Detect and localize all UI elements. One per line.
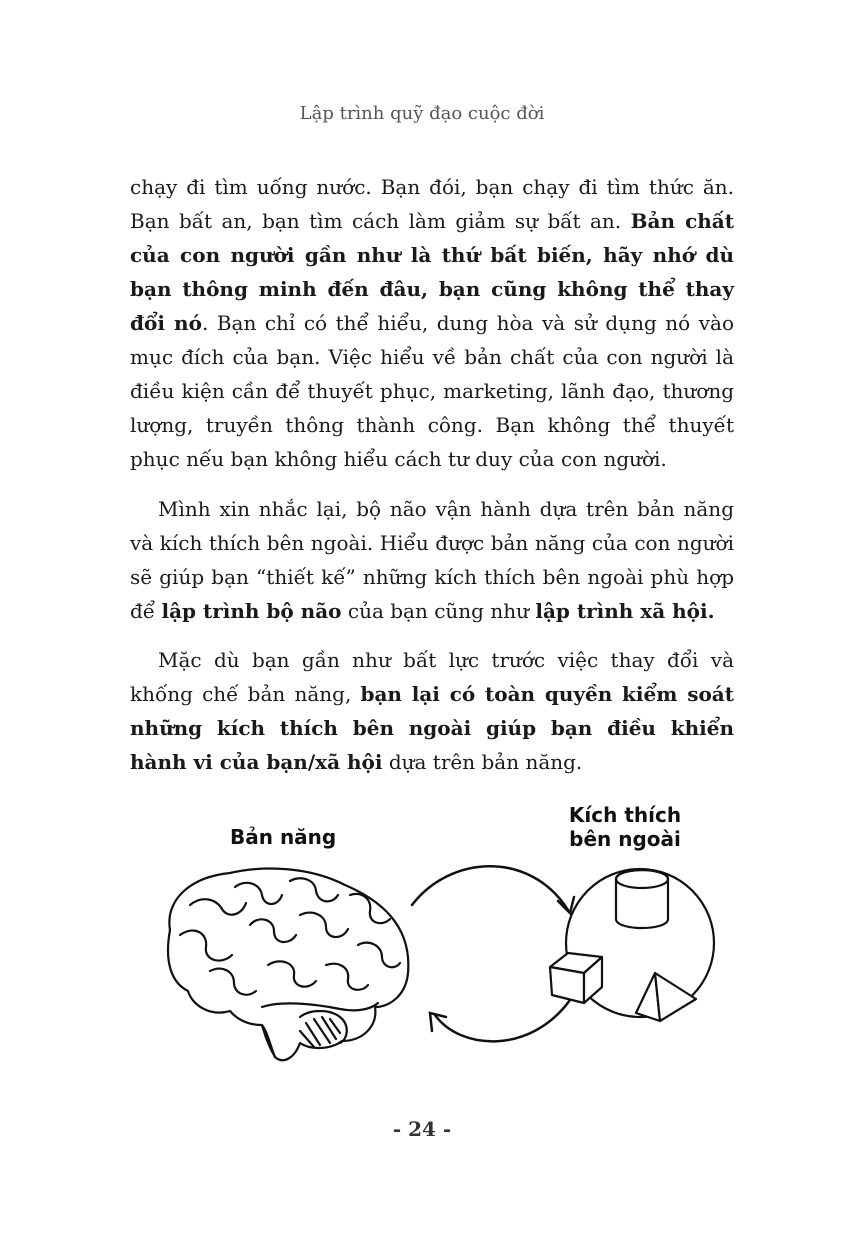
arrow-bottom-icon	[435, 1000, 570, 1041]
instinct-stimulus-diagram	[150, 795, 730, 1095]
label-external-stimulus: Kích thích bên ngoài	[568, 803, 682, 851]
paragraph-1-text-b: . Bạn chỉ có thể hiểu, dung hòa và sử dụng nó vào mục đích của bạn. Việc hiểu về bản chất của con người là điều kiện cần để thuyết phục, marketing, lãnh đạo, thương lượng, truyền thông thành công. Bạn không thể thuyết phục nếu bạn không hiểu cách tư duy của con người.	[130, 311, 735, 471]
arrow-top-icon	[412, 866, 568, 910]
diagram-drawing	[150, 795, 730, 1095]
brain-icon	[168, 869, 408, 1061]
paragraph-2-bold-a: lập trình bộ não	[161, 599, 342, 623]
paragraph-2	[130, 492, 734, 628]
paragraph-2-bold-b: lập trình xã hội.	[535, 599, 715, 623]
paragraph-3-bold: bạn lại có toàn quyền kiểm soát những kích thích bên ngoài giúp bạn điều khiển hành vi của bạn/xã hội	[130, 682, 734, 774]
paragraph-1-text-a: chạy đi tìm uống nước. Bạn đói, bạn chạy đi tìm thức ăn. Bạn bất an, bạn tìm cách làm giảm sự bất an.	[130, 175, 734, 233]
paragraph-3-text-b: dựa trên bản năng.	[382, 750, 583, 774]
paragraph-1	[130, 170, 734, 476]
page-number: - 24 -	[392, 1117, 452, 1141]
arrow-head-bottom-icon	[430, 1013, 446, 1031]
paragraph-2-text-b: của bạn cũng như	[341, 599, 536, 623]
paragraph-3-text-a: Mặc dù bạn gần như bất lực trước việc thay đổi và khống chế bản năng,	[130, 648, 734, 706]
cycle-arrows	[412, 866, 574, 1041]
label-instinct: Bản năng	[230, 825, 337, 849]
pyramid-icon	[636, 973, 696, 1021]
running-header: Lập trình quỹ đạo cuộc đời	[299, 103, 545, 124]
paragraph-2-text-a: Mình xin nhắc lại, bộ não vận hành dựa trên bản năng và kích thích bên ngoài. Hiểu được bản năng của con người sẽ giúp bạn “thiết kế” những kích thích bên ngoài phù hợp để	[130, 497, 734, 623]
paragraph-1-bold: Bản chất của con người gần như là thứ bất biến, hãy nhớ dù bạn thông minh đến đâu, bạn cũng không thể thay đổi nó	[130, 209, 734, 335]
shapes-circle-icon	[550, 869, 714, 1021]
cylinder-icon	[616, 870, 668, 928]
cube-icon	[550, 953, 602, 1003]
paragraph-3	[130, 643, 734, 779]
